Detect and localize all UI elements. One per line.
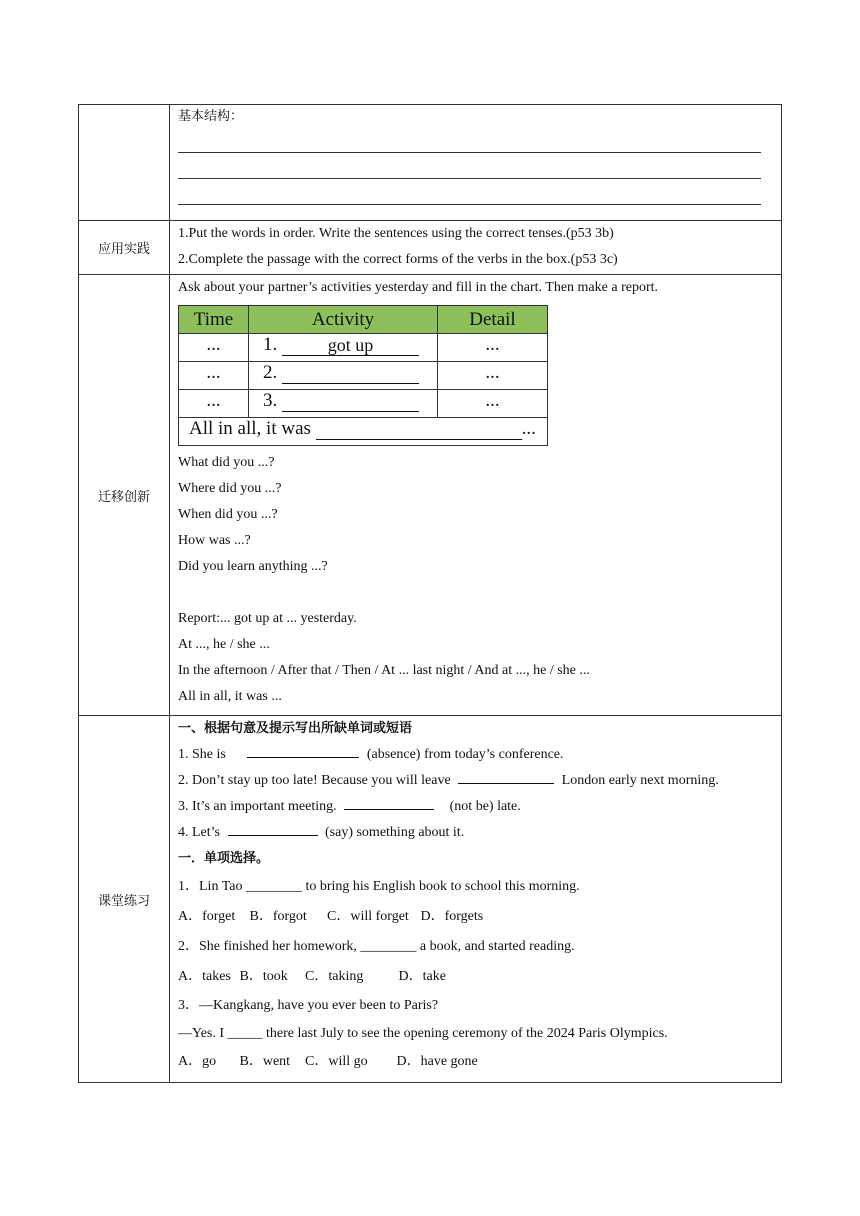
fill-item-text: 2. Don’t stay up too late! Because you will leave xyxy=(178,773,451,788)
mc-options xyxy=(178,1048,773,1076)
report-line: In the afternoon / After that / Then / At ... last night / And at ..., he / she ... xyxy=(178,663,590,678)
question-line: What did you ...? xyxy=(178,455,275,470)
mc-option: B．took xyxy=(239,969,288,984)
chart-activity xyxy=(249,390,438,418)
fill-blank xyxy=(228,821,318,836)
mc-option: C．will go xyxy=(305,1054,368,1069)
chart-header-detail: Detail xyxy=(438,306,548,334)
lesson-table xyxy=(78,104,782,1083)
mc-option: D．forgets xyxy=(420,909,484,924)
question-line: When did you ...? xyxy=(178,507,278,522)
fill-item-text: 1. She is xyxy=(178,747,226,762)
application-cell xyxy=(170,221,782,275)
row-label-empty xyxy=(79,105,170,221)
chart-summary-row xyxy=(179,418,548,446)
chart-detail: ... xyxy=(438,362,548,390)
chart-summary-suffix: ... xyxy=(521,418,536,439)
spacer xyxy=(178,580,773,606)
mc-option: A．takes xyxy=(178,969,231,984)
transfer-cell xyxy=(170,275,782,716)
chart-activity xyxy=(249,334,438,362)
mc-option: B．forgot xyxy=(249,909,307,924)
answer-line-2 xyxy=(178,153,761,179)
row-label-transfer: 迁移创新 xyxy=(79,275,170,716)
fill-item-hint: (say) something about it. xyxy=(325,825,465,840)
chart-time: ... xyxy=(179,334,249,362)
mc-option: A．forget xyxy=(178,909,236,924)
fill-item xyxy=(178,768,773,794)
chart-time: ... xyxy=(179,362,249,390)
chart-detail: ... xyxy=(438,334,548,362)
fill-blank xyxy=(247,743,359,758)
basic-structure-title: 基本结构： xyxy=(178,109,244,124)
chart-summary-blank xyxy=(316,421,522,440)
fill-item xyxy=(178,820,773,846)
chart-activity-number: 3. xyxy=(263,390,278,411)
chart-activity-answer xyxy=(282,391,419,412)
answer-line-3 xyxy=(178,179,761,205)
row-label-practice: 课堂练习 xyxy=(79,716,170,1083)
chart-activity xyxy=(249,362,438,390)
question-line: Where did you ...? xyxy=(178,481,282,496)
fill-item-hint: (absence) from today’s conference. xyxy=(366,747,564,762)
report-line: All in all, it was ... xyxy=(178,689,282,704)
mc-stem: 2．She finished her homework, ________ a book, and started reading. xyxy=(178,939,575,954)
chart-summary-prefix: All in all, it was xyxy=(189,418,311,439)
mc-options xyxy=(178,902,773,932)
row-basic-structure xyxy=(79,105,782,221)
chart-header-time: Time xyxy=(179,306,249,334)
mc-stem-reply: —Yes. I _____ there last July to see the opening ceremony of the 2024 Paris Olympics. xyxy=(178,1026,668,1041)
fill-item-hint: (not be) late. xyxy=(449,799,521,814)
question-line: How was ...? xyxy=(178,533,251,548)
report-line: Report:... got up at ... yesterday. xyxy=(178,611,357,626)
chart-summary xyxy=(179,418,548,446)
basic-structure-cell xyxy=(170,105,782,221)
fill-item-text: 4. Let’s xyxy=(178,825,220,840)
row-application xyxy=(79,221,782,275)
row-transfer xyxy=(79,275,782,716)
chart-time: ... xyxy=(179,390,249,418)
mc-option: D．take xyxy=(398,969,446,984)
transfer-intro: Ask about your partner’s activities yesterday and fill in the chart. Then make a report. xyxy=(178,280,658,295)
chart-activity-number: 1. xyxy=(263,334,278,355)
mc-option: D．have gone xyxy=(396,1054,478,1069)
mc-option: A．go xyxy=(178,1054,217,1069)
chart-activity-answer xyxy=(282,363,419,384)
section2-title: 一．单项选择。 xyxy=(178,851,270,866)
chart-row xyxy=(179,390,548,418)
row-practice xyxy=(79,716,782,1083)
fill-item-hint: London early next morning. xyxy=(561,773,719,788)
mc-option: C．taking xyxy=(305,969,364,984)
application-line-1: 1.Put the words in order. Write the sentences using the correct tenses.(p53 3b) xyxy=(178,226,614,241)
fill-item-text: 3. It’s an important meeting. xyxy=(178,799,337,814)
chart-row xyxy=(179,334,548,362)
answer-line-1 xyxy=(178,127,761,153)
chart-activity-number: 2. xyxy=(263,362,278,383)
row-label-application: 应用实践 xyxy=(79,221,170,275)
fill-blank xyxy=(458,769,554,784)
fill-item xyxy=(178,742,773,768)
fill-item xyxy=(178,794,773,820)
report-line: At ..., he / she ... xyxy=(178,637,270,652)
question-line: Did you learn anything ...? xyxy=(178,559,328,574)
section1-title: 一、根据句意及提示写出所缺单词或短语 xyxy=(178,721,413,736)
mc-options xyxy=(178,962,773,992)
activity-chart xyxy=(178,305,548,446)
chart-detail: ... xyxy=(438,390,548,418)
mc-stem: 3．—Kangkang, have you ever been to Paris? xyxy=(178,998,439,1013)
practice-cell xyxy=(170,716,782,1083)
application-line-2: 2.Complete the passage with the correct forms of the verbs in the box.(p53 3c) xyxy=(178,252,618,267)
fill-blank xyxy=(344,795,434,810)
chart-header-activity: Activity xyxy=(249,306,438,334)
mc-option: B．went xyxy=(239,1054,291,1069)
mc-stem: 1．Lin Tao ________ to bring his English book to school this morning. xyxy=(178,879,580,894)
chart-row xyxy=(179,362,548,390)
chart-activity-answer: got up xyxy=(282,335,419,356)
mc-option: C．will forget xyxy=(327,909,409,924)
